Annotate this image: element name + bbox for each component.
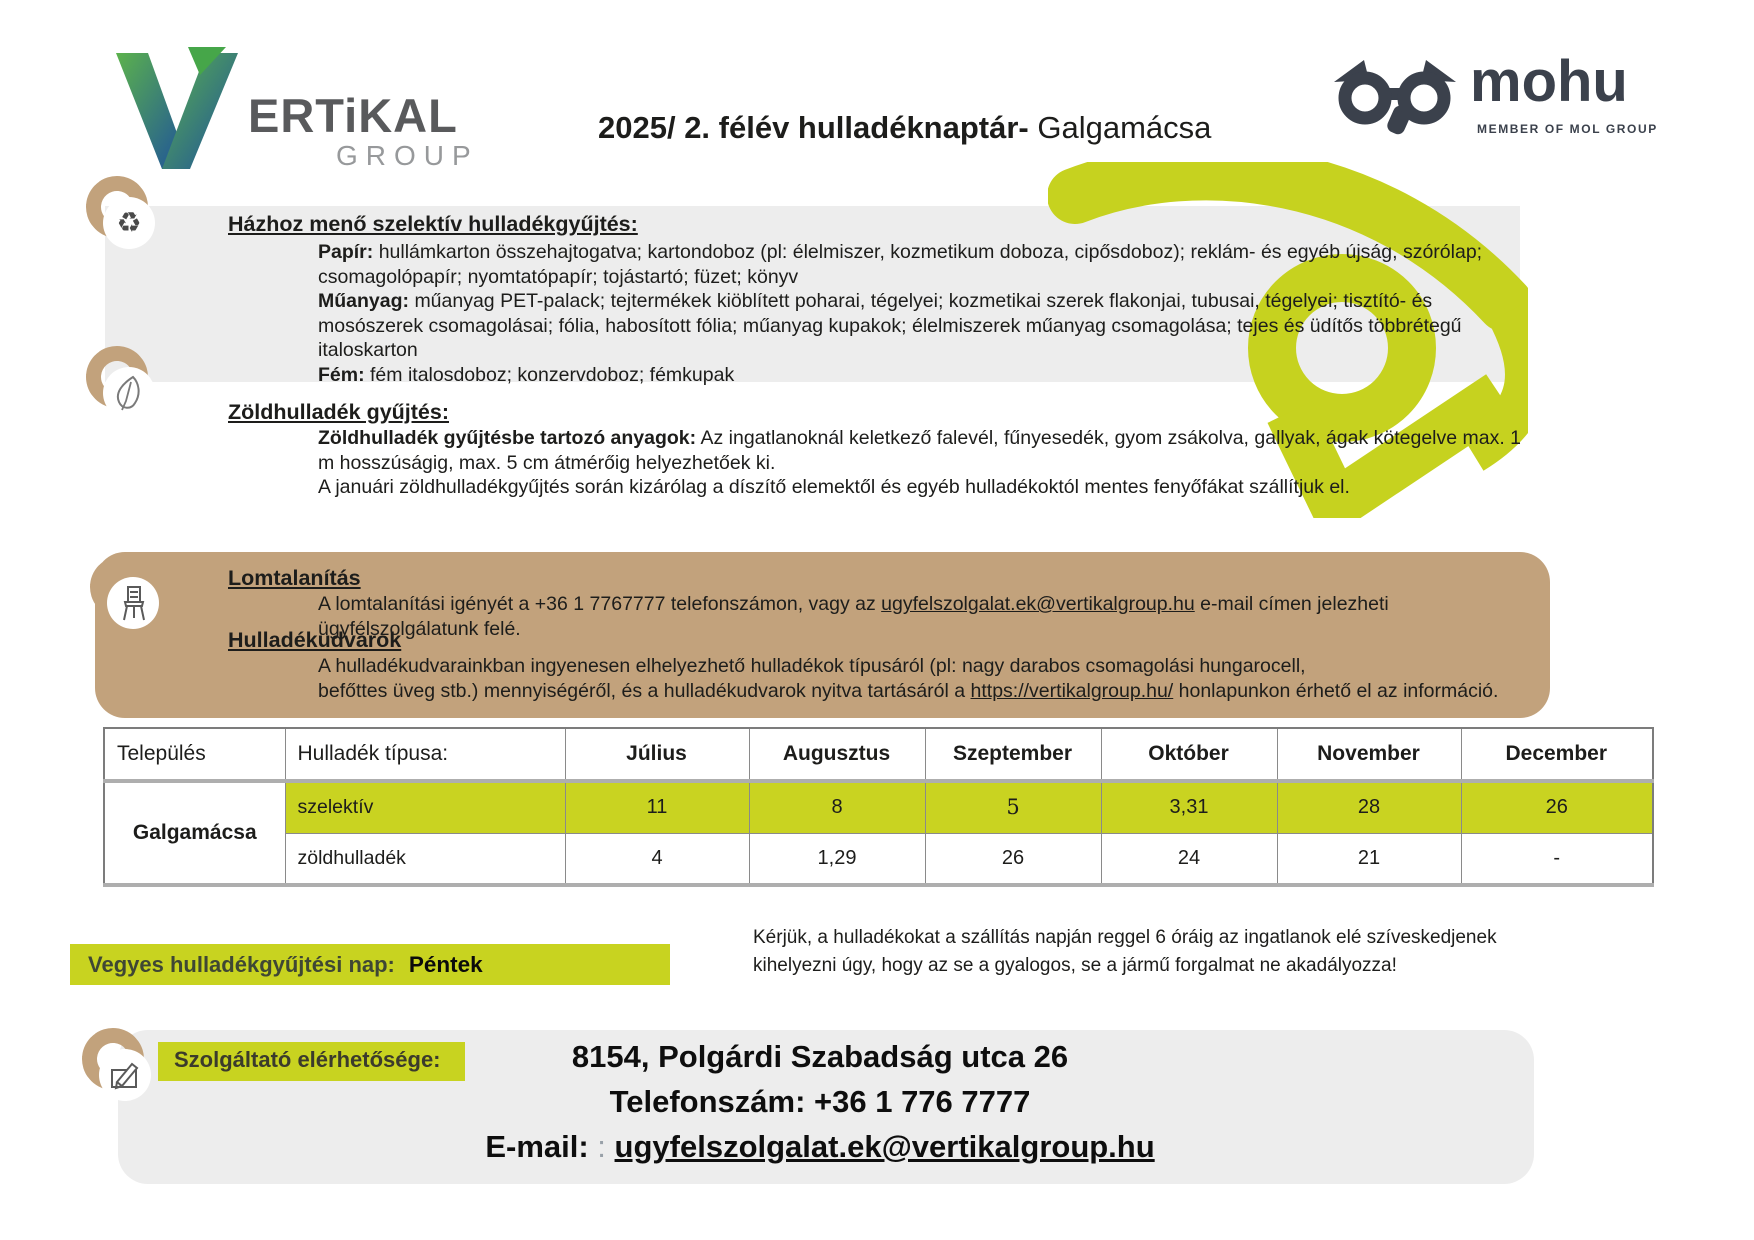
col-header-september: Szeptember xyxy=(925,728,1101,781)
schedule-cell: 28 xyxy=(1277,781,1461,833)
col-header-waste-type: Hulladék típusa: xyxy=(285,728,565,781)
recycle-icon: ♻ xyxy=(103,197,155,249)
plastic-item: Műanyag: műanyag PET-palack; tejtermékek kiöblített poharai, tégelyei; kozmetikai szerek flakonjai, tubusai, tégelyei; tisztító- és mosószerek csomagolásai; fólia, habosított fólia; műanyag kupakok; élelmiszerek műanyag csomagolása; tejes és üdítős többrétegű italoskarton xyxy=(318,290,1462,361)
schedule-cell: 24 xyxy=(1101,833,1277,885)
mohu-tagline: MEMBER OF MOL GROUP xyxy=(1477,122,1658,136)
green-lead: Zöldhulladék gyűjtésbe tartozó anyagok: Az ingatlanoknál keletkező falevél, fűnyesedék, gyom zsákolva, gallyak, ágak kötegelve max. 1 m hosszúságig, max. 5 cm átmérőig helyezhetőek ki. xyxy=(318,427,1522,474)
green-body xyxy=(318,426,1523,500)
mohu-wordmark: mohu xyxy=(1470,49,1628,114)
schedule-cell: 26 xyxy=(1461,781,1653,833)
page-title-bold: 2025/ 2. félév hulladéknaptár- xyxy=(598,110,1029,145)
paper-item: Papír: hullámkarton összehajtogatva; kartondoboz (pl: élelmiszer, kozmetikum doboza, cipősdoboz); reklám- és egyéb újság, szórólap; csomagolópapír; nyomtatópapír; tojástartó; füzet; könyv xyxy=(318,241,1483,288)
col-header-december: December xyxy=(1461,728,1653,781)
mixed-day-label: Vegyes hulladékgyűjtési nap: xyxy=(88,951,395,977)
chair-icon xyxy=(107,577,159,629)
schedule-cell: 11 xyxy=(565,781,749,833)
green-heading: Zöldhulladék gyűjtés: xyxy=(228,400,449,424)
email-label: E-mail: xyxy=(485,1129,589,1164)
schedule-cell: 5 xyxy=(925,781,1101,833)
settlement-cell: Galgamácsa xyxy=(104,781,285,885)
bulky-heading: Lomtalanítás xyxy=(228,566,361,590)
bulky-text: A lomtalanítási igényét a +36 1 7767777 telefonszámon, vagy az ugyfelszolgalat.ek@vertikalgroup.hu e-mail címen jelezheti ügyfélszolgálatunk felé. xyxy=(318,593,1389,640)
col-header-august: Augusztus xyxy=(749,728,925,781)
metal-item: Fém: fém italosdoboz; konzervdoboz; fémkupak xyxy=(318,363,735,386)
provider-contact-block xyxy=(430,1034,1210,1169)
vertikal-logo xyxy=(102,45,252,182)
placement-notice: Kérjük, a hulladékokat a szállítás napján reggel 6 óráig az ingatlanok elé szíveskedjenek kihelyezni úgy, hogy az se a gyalogos, se a jármű forgalmat ne akadályozza! xyxy=(753,927,1497,976)
contact-badge xyxy=(82,1028,162,1108)
recycle-badge xyxy=(86,176,166,256)
page-title-settlement: Galgamácsa xyxy=(1037,110,1212,145)
row-type-cell: zöldhulladék xyxy=(285,833,565,885)
bulky-body xyxy=(318,592,1533,641)
yards-line1: A hulladékudvarainkban ingyenesen elhelyezhető hulladékok típusáról (pl: nagy darabos csomagolási hungarocell, xyxy=(318,655,1306,677)
provider-email-line xyxy=(430,1124,1210,1169)
schedule-cell: - xyxy=(1461,833,1653,885)
yards-heading: Hulladékudvarok xyxy=(228,628,402,652)
yards-body xyxy=(318,654,1533,703)
leaf-icon xyxy=(103,367,155,419)
customer-service-email-link[interactable]: ugyfelszolgalat.ek@vertikalgroup.hu xyxy=(881,593,1195,615)
selective-row xyxy=(104,781,1653,833)
vertikal-v-icon xyxy=(102,45,252,177)
row-type-cell: szelektív xyxy=(285,781,565,833)
page-title xyxy=(598,110,1211,146)
provider-phone: Telefonszám: +36 1 776 7777 xyxy=(609,1084,1031,1119)
schedule-table xyxy=(103,727,1654,887)
mixed-collection-day-bar xyxy=(70,944,670,985)
schedule-cell: 8 xyxy=(749,781,925,833)
provider-contact-badge: Szolgáltató elérhetősége: xyxy=(158,1042,465,1081)
schedule-cell: 21 xyxy=(1277,833,1461,885)
schedule-cell: 3,31 xyxy=(1101,781,1277,833)
schedule-cell: 4 xyxy=(565,833,749,885)
vertikal-group-label: GROUP xyxy=(336,140,479,171)
col-header-november: November xyxy=(1277,728,1461,781)
vertikal-wordmark: ERTiKAL xyxy=(248,89,458,142)
provider-address: 8154, Polgárdi Szabadság utca 26 xyxy=(571,1039,1069,1074)
note-pencil-icon xyxy=(99,1049,151,1101)
mohu-owl-icon xyxy=(1332,58,1458,142)
greenwaste-row xyxy=(104,833,1653,885)
col-header-settlement: Település xyxy=(104,728,285,781)
mixed-day-value: Péntek xyxy=(408,951,483,977)
email-separator: : xyxy=(597,1129,606,1164)
selective-body xyxy=(318,240,1518,387)
vertikalgroup-website-link[interactable]: https://vertikalgroup.hu/ xyxy=(970,679,1174,702)
bulky-badge xyxy=(90,556,170,636)
green-badge xyxy=(86,346,166,426)
provider-email-link[interactable]: ugyfelszolgalat.ek@vertikalgroup.hu xyxy=(614,1129,1155,1164)
schedule-cell: 26 xyxy=(925,833,1101,885)
green-note: A januári zöldhulladékgyűjtés során kizárólag a díszítő elemektől és egyéb hulladékoktól mentes fenyőfákat szállítjuk el. xyxy=(318,476,1350,498)
selective-heading: Házhoz menő szelektív hulladékgyűjtés: xyxy=(228,212,638,236)
table-header-row xyxy=(104,728,1653,781)
col-header-july: Július xyxy=(565,728,749,781)
schedule-cell: 1,29 xyxy=(749,833,925,885)
col-header-october: Október xyxy=(1101,728,1277,781)
yards-line2: befőttes üveg stb.) mennyiségéről, és a hulladékudvarok nyitva tartásáról a https://vertikalgroup.hu/ honlapunkon érhető el az információ. xyxy=(318,679,1499,702)
